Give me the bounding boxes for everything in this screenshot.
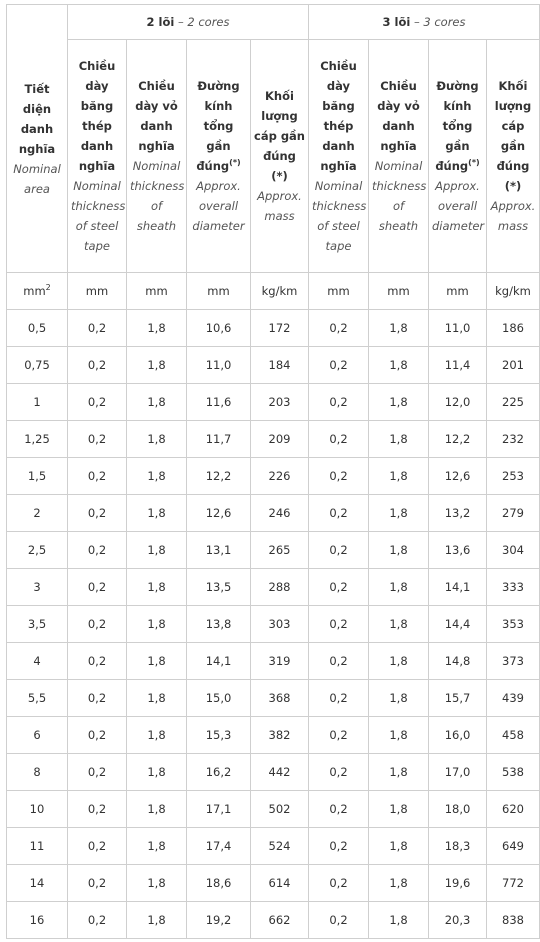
unit-area-sup: 2 [45, 283, 51, 293]
cell-c3-sheath: 1,8 [369, 717, 429, 754]
cell-area: 3,5 [7, 606, 68, 643]
cell-c3-diameter: 12,0 [429, 384, 487, 421]
cell-c3-mass: 458 [487, 717, 540, 754]
cell-c3-tape: 0,2 [309, 865, 369, 902]
unit-c2-diameter: mm [187, 273, 251, 310]
cell-c3-mass: 838 [487, 902, 540, 939]
cell-c2-diameter: 11,7 [187, 421, 251, 458]
cell-area: 2,5 [7, 532, 68, 569]
c3-tape-vi: Chiều dày băng thép danh nghĩa [320, 59, 357, 173]
cell-c2-mass: 172 [251, 310, 309, 347]
table-row [7, 680, 540, 717]
cell-c2-tape: 0,2 [68, 532, 127, 569]
cell-c2-mass: 442 [251, 754, 309, 791]
cell-c3-tape: 0,2 [309, 643, 369, 680]
unit-c3-tape: mm [309, 273, 369, 310]
cell-c2-diameter: 15,0 [187, 680, 251, 717]
c2-diameter-mark: (*) [229, 158, 241, 168]
c2-mass-vi: Khối lượng cáp gần đúng (*) [254, 89, 305, 183]
cell-area: 11 [7, 828, 68, 865]
cell-c2-sheath: 1,8 [127, 310, 187, 347]
c3-mass-vi: Khối lượng cáp gần đúng (*) [494, 79, 532, 193]
table-row [7, 421, 540, 458]
units-row [7, 273, 540, 310]
cell-c2-mass: 246 [251, 495, 309, 532]
cell-c2-tape: 0,2 [68, 754, 127, 791]
c3-sheath-header [369, 40, 429, 273]
cell-c2-tape: 0,2 [68, 606, 127, 643]
cell-c2-tape: 0,2 [68, 384, 127, 421]
c3-mass-header [487, 40, 540, 273]
cell-area: 1 [7, 384, 68, 421]
cell-c2-sheath: 1,8 [127, 902, 187, 939]
cell-c3-diameter: 11,4 [429, 347, 487, 384]
cell-c3-tape: 0,2 [309, 680, 369, 717]
table-row [7, 532, 540, 569]
cell-c3-mass: 304 [487, 532, 540, 569]
cell-c3-tape: 0,2 [309, 532, 369, 569]
cell-area: 1,25 [7, 421, 68, 458]
cell-c2-sheath: 1,8 [127, 569, 187, 606]
cell-c3-diameter: 12,2 [429, 421, 487, 458]
cell-c2-sheath: 1,8 [127, 421, 187, 458]
cell-c2-mass: 265 [251, 532, 309, 569]
cell-c2-mass: 203 [251, 384, 309, 421]
cell-c3-mass: 772 [487, 865, 540, 902]
cell-c2-sheath: 1,8 [127, 347, 187, 384]
cell-c2-diameter: 17,1 [187, 791, 251, 828]
c2-tape-header [68, 40, 127, 273]
cell-c3-mass: 620 [487, 791, 540, 828]
cell-c2-diameter: 17,4 [187, 828, 251, 865]
cell-c3-mass: 186 [487, 310, 540, 347]
c3-mass-en: Approx. mass [490, 199, 536, 233]
nominal-area-header [7, 5, 68, 273]
cell-c3-diameter: 14,4 [429, 606, 487, 643]
cell-area: 1,5 [7, 458, 68, 495]
c3-tape-en: Nominal thickness of steel tape [312, 179, 367, 253]
cell-c3-sheath: 1,8 [369, 310, 429, 347]
cell-c2-tape: 0,2 [68, 569, 127, 606]
cell-c2-diameter: 14,1 [187, 643, 251, 680]
cell-c3-sheath: 1,8 [369, 569, 429, 606]
cell-c3-mass: 232 [487, 421, 540, 458]
cell-c2-sheath: 1,8 [127, 458, 187, 495]
cell-area: 2 [7, 495, 68, 532]
unit-c3-mass: kg/km [487, 273, 540, 310]
table-row [7, 754, 540, 791]
table-row [7, 643, 540, 680]
cell-c3-diameter: 19,6 [429, 865, 487, 902]
cell-c3-tape: 0,2 [309, 384, 369, 421]
cell-c3-tape: 0,2 [309, 495, 369, 532]
cell-c3-sheath: 1,8 [369, 532, 429, 569]
cell-c2-diameter: 10,6 [187, 310, 251, 347]
c2-mass-header [251, 40, 309, 273]
cell-c3-sheath: 1,8 [369, 384, 429, 421]
three-cores-vi: 3 lõi [382, 15, 411, 29]
unit-c3-sheath: mm [369, 273, 429, 310]
cell-c2-sheath: 1,8 [127, 680, 187, 717]
cell-c3-tape: 0,2 [309, 754, 369, 791]
cell-c3-tape: 0,2 [309, 569, 369, 606]
cell-c3-diameter: 14,1 [429, 569, 487, 606]
c2-diameter-vi: Đường kính tổng gần đúng [196, 79, 240, 173]
c2-tape-vi: Chiều dày băng thép danh nghĩa [78, 59, 116, 173]
nominal-area-en: Nominal area [13, 161, 61, 196]
cell-c2-mass: 184 [251, 347, 309, 384]
cell-c3-sheath: 1,8 [369, 606, 429, 643]
cell-c3-diameter: 18,0 [429, 791, 487, 828]
table-row [7, 902, 540, 939]
cell-c2-mass: 524 [251, 828, 309, 865]
cell-c3-mass: 201 [487, 347, 540, 384]
cell-c2-sheath: 1,8 [127, 791, 187, 828]
cell-c2-tape: 0,2 [68, 421, 127, 458]
cell-c2-tape: 0,2 [68, 680, 127, 717]
cell-c3-diameter: 20,3 [429, 902, 487, 939]
table-body [7, 310, 540, 939]
cell-c2-sheath: 1,8 [127, 865, 187, 902]
cell-c3-diameter: 13,6 [429, 532, 487, 569]
cell-c2-sheath: 1,8 [127, 606, 187, 643]
cable-spec-table [6, 4, 540, 939]
cell-area: 5,5 [7, 680, 68, 717]
cell-c2-diameter: 13,8 [187, 606, 251, 643]
cell-c3-diameter: 13,2 [429, 495, 487, 532]
c2-sheath-en: Nominal thickness of sheath [130, 159, 185, 233]
cell-c2-tape: 0,2 [68, 902, 127, 939]
cell-c2-tape: 0,2 [68, 791, 127, 828]
cell-c2-sheath: 1,8 [127, 495, 187, 532]
cell-c3-tape: 0,2 [309, 458, 369, 495]
cell-c2-mass: 502 [251, 791, 309, 828]
cell-c3-sheath: 1,8 [369, 754, 429, 791]
cell-c2-diameter: 13,1 [187, 532, 251, 569]
cell-c2-tape: 0,2 [68, 310, 127, 347]
unit-c2-mass: kg/km [251, 273, 309, 310]
cell-c2-sheath: 1,8 [127, 717, 187, 754]
two-cores-vi: 2 lõi [146, 15, 175, 29]
c3-diameter-mark: (*) [468, 158, 480, 168]
cell-c2-mass: 303 [251, 606, 309, 643]
cell-area: 6 [7, 717, 68, 754]
cell-c2-sheath: 1,8 [127, 384, 187, 421]
unit-c2-tape: mm [68, 273, 127, 310]
table-row [7, 569, 540, 606]
cell-c2-diameter: 12,6 [187, 495, 251, 532]
cell-c2-tape: 0,2 [68, 347, 127, 384]
c3-sheath-vi: Chiều dày vỏ danh nghĩa [377, 79, 420, 153]
cell-c2-mass: 226 [251, 458, 309, 495]
cell-c2-mass: 209 [251, 421, 309, 458]
cell-c3-mass: 253 [487, 458, 540, 495]
cell-c2-sheath: 1,8 [127, 643, 187, 680]
cell-c2-sheath: 1,8 [127, 532, 187, 569]
cell-c3-diameter: 12,6 [429, 458, 487, 495]
unit-c2-sheath: mm [127, 273, 187, 310]
cell-c3-tape: 0,2 [309, 310, 369, 347]
group-header-row [7, 5, 540, 40]
cell-area: 8 [7, 754, 68, 791]
cell-c2-mass: 368 [251, 680, 309, 717]
cell-c2-sheath: 1,8 [127, 828, 187, 865]
c2-sheath-header [127, 40, 187, 273]
column-header-row [7, 40, 540, 273]
unit-area: $mm^2$ [7, 273, 68, 310]
unit-c3-diameter: mm [429, 273, 487, 310]
cell-c2-mass: 288 [251, 569, 309, 606]
c3-tape-header [309, 40, 369, 273]
cell-c3-tape: 0,2 [309, 902, 369, 939]
cell-c3-mass: 333 [487, 569, 540, 606]
c3-diameter-vi: Đường kính tổng gần đúng [435, 79, 479, 173]
cell-c3-mass: 538 [487, 754, 540, 791]
cell-c2-diameter: 16,2 [187, 754, 251, 791]
cell-c2-diameter: 11,6 [187, 384, 251, 421]
cell-c3-sheath: 1,8 [369, 347, 429, 384]
cell-c3-mass: 353 [487, 606, 540, 643]
table-row [7, 865, 540, 902]
cell-c3-sheath: 1,8 [369, 902, 429, 939]
c2-diameter-en: Approx. overall diameter [192, 179, 245, 233]
cell-c3-mass: 225 [487, 384, 540, 421]
cell-c3-tape: 0,2 [309, 347, 369, 384]
cell-c2-diameter: 15,3 [187, 717, 251, 754]
cell-c2-diameter: 11,0 [187, 347, 251, 384]
c2-tape-en: Nominal thickness of steel tape [71, 179, 126, 253]
table-row [7, 347, 540, 384]
cell-c2-diameter: 19,2 [187, 902, 251, 939]
cell-c2-tape: 0,2 [68, 865, 127, 902]
cell-c3-diameter: 16,0 [429, 717, 487, 754]
cell-c2-mass: 662 [251, 902, 309, 939]
table-row [7, 828, 540, 865]
cell-c3-diameter: 14,8 [429, 643, 487, 680]
cell-area: 0,5 [7, 310, 68, 347]
cell-c3-mass: 373 [487, 643, 540, 680]
cell-c3-tape: 0,2 [309, 717, 369, 754]
cell-c3-diameter: 18,3 [429, 828, 487, 865]
cell-c3-sheath: 1,8 [369, 791, 429, 828]
nominal-area-vi: Tiết diện danh nghĩa [18, 81, 56, 156]
cell-c3-sheath: 1,8 [369, 865, 429, 902]
cell-c3-diameter: 15,7 [429, 680, 487, 717]
table-row [7, 717, 540, 754]
cell-c3-sheath: 1,8 [369, 643, 429, 680]
cell-c2-tape: 0,2 [68, 495, 127, 532]
cell-c3-diameter: 11,0 [429, 310, 487, 347]
cell-c2-diameter: 18,6 [187, 865, 251, 902]
cell-c3-sheath: 1,8 [369, 458, 429, 495]
cell-c3-mass: 439 [487, 680, 540, 717]
cell-area: 0,75 [7, 347, 68, 384]
cell-c2-diameter: 12,2 [187, 458, 251, 495]
c3-diameter-header [429, 40, 487, 273]
cell-c3-sheath: 1,8 [369, 495, 429, 532]
table-row [7, 458, 540, 495]
cell-c2-tape: 0,2 [68, 643, 127, 680]
two-cores-en: 2 cores [187, 15, 230, 29]
two-cores-header: 2 lõi – 2 cores [68, 5, 309, 40]
c2-diameter-header [187, 40, 251, 273]
cell-c2-sheath: 1,8 [127, 754, 187, 791]
cell-c3-tape: 0,2 [309, 791, 369, 828]
cell-c2-mass: 614 [251, 865, 309, 902]
table-row [7, 310, 540, 347]
table-row [7, 384, 540, 421]
cell-c3-tape: 0,2 [309, 606, 369, 643]
c3-sheath-en: Nominal thickness of sheath [372, 159, 427, 233]
cell-area: 3 [7, 569, 68, 606]
cell-c2-tape: 0,2 [68, 717, 127, 754]
table-row [7, 495, 540, 532]
cell-c3-sheath: 1,8 [369, 421, 429, 458]
cell-c2-mass: 382 [251, 717, 309, 754]
cell-area: 10 [7, 791, 68, 828]
cell-area: 4 [7, 643, 68, 680]
c3-diameter-en: Approx. overall diameter [432, 179, 485, 233]
cell-c3-sheath: 1,8 [369, 828, 429, 865]
cell-c3-mass: 279 [487, 495, 540, 532]
cell-c3-diameter: 17,0 [429, 754, 487, 791]
cell-c3-tape: 0,2 [309, 421, 369, 458]
three-cores-header: 3 lõi – 3 cores [309, 5, 540, 40]
c2-sheath-vi: Chiều dày vỏ danh nghĩa [135, 79, 178, 153]
c2-mass-en: Approx. mass [257, 189, 302, 223]
three-cores-en: 3 cores [423, 15, 466, 29]
cell-c3-tape: 0,2 [309, 828, 369, 865]
cell-c2-diameter: 13,5 [187, 569, 251, 606]
cell-area: 16 [7, 902, 68, 939]
cell-c3-sheath: 1,8 [369, 680, 429, 717]
table-row [7, 606, 540, 643]
cell-c3-mass: 649 [487, 828, 540, 865]
table-row [7, 791, 540, 828]
cell-c2-tape: 0,2 [68, 828, 127, 865]
cell-c2-tape: 0,2 [68, 458, 127, 495]
cell-c2-mass: 319 [251, 643, 309, 680]
cell-area: 14 [7, 865, 68, 902]
